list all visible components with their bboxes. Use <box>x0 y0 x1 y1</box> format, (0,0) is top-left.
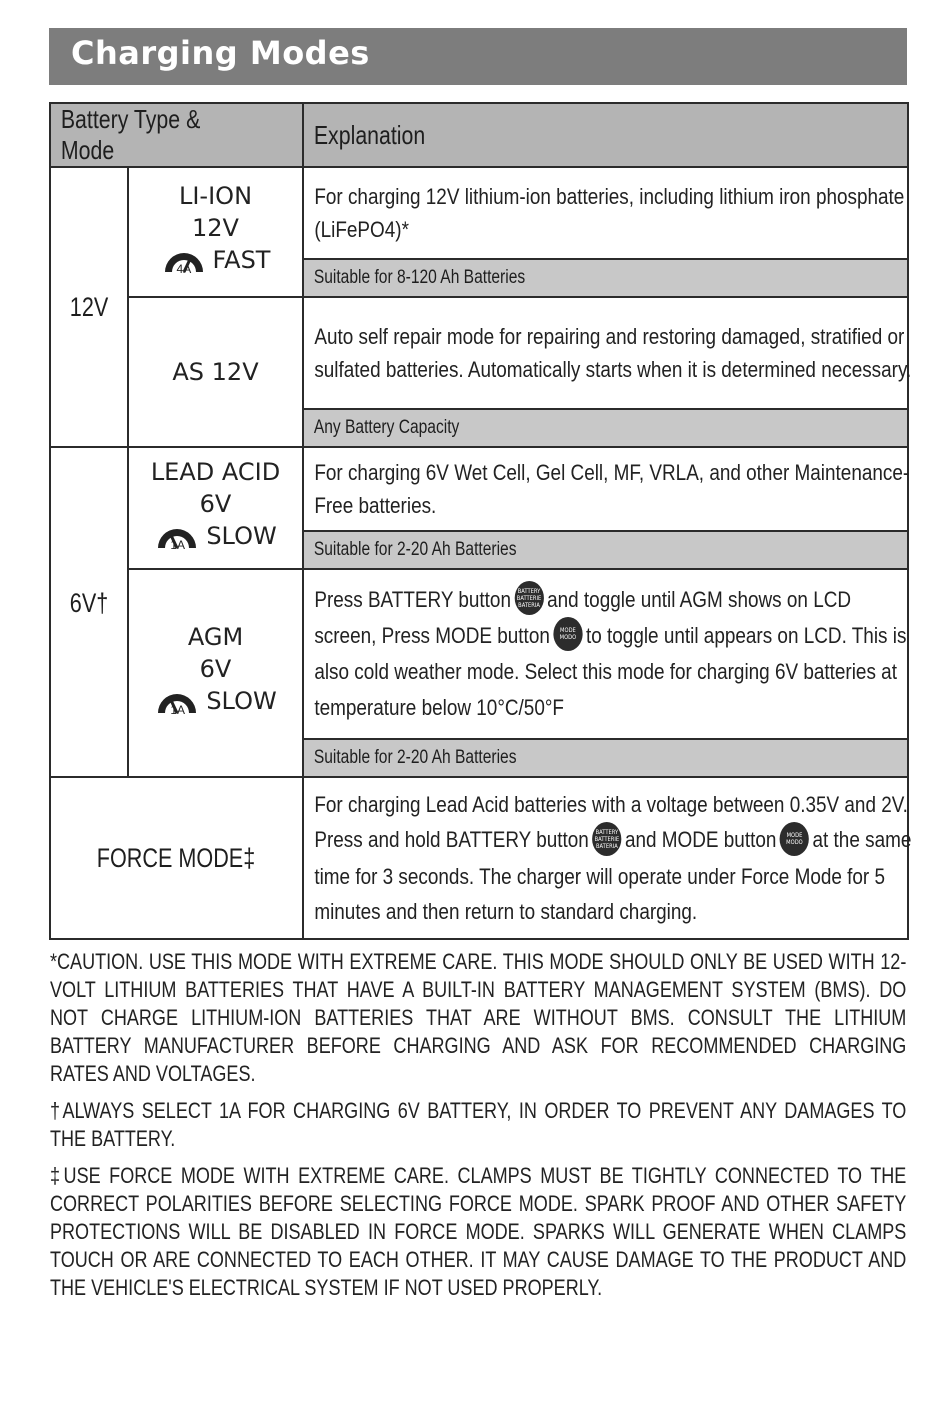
gauge-icon: 1A <box>154 687 200 717</box>
section-title: Charging Modes <box>71 34 370 72</box>
mode-cell-agm: AGM 6V 1A SLOW <box>128 569 303 777</box>
force-mode-cell: FORCE MODE‡ <box>50 777 303 939</box>
mode-cell-lead-acid: LEAD ACID 6V 1A SLOW <box>128 447 303 569</box>
mode-button-icon: MODE MODO <box>780 822 809 856</box>
table-row <box>50 447 908 531</box>
explanation-li-ion: For charging 12V lithium-ion batteries, including lithium iron phosphate (LiFePO4)* <box>303 167 908 259</box>
speed-indicator: 4A FAST <box>161 244 271 276</box>
speed-indicator: 1A SLOW <box>154 685 276 717</box>
mode-button-icon: MODE MODO <box>553 617 582 651</box>
table-header-row <box>50 103 908 167</box>
capacity-li-ion: Suitable for 8-120 Ah Batteries <box>303 259 908 297</box>
table-row <box>50 297 908 409</box>
footnotes <box>50 948 906 1311</box>
mode-cell-li-ion: LI-ION 12V 4A FAST <box>128 167 303 297</box>
voltage-cell-12v: 12V <box>50 167 128 447</box>
mode-cell-as-12v: AS 12V <box>128 297 303 447</box>
charging-modes-table <box>49 102 912 940</box>
header-battery-type: Battery Type & Mode <box>50 103 303 167</box>
explanation-lead-acid: For charging 6V Wet Cell, Gel Cell, MF, VRLA, and other Maintenance-Free batteries. <box>303 447 908 531</box>
table-row <box>50 167 908 259</box>
capacity-agm: Suitable for 2-20 Ah Batteries <box>303 739 908 777</box>
section-title-bar <box>49 28 907 85</box>
double-dagger-note: ‡USE FORCE MODE WITH EXTREME CARE. CLAMPS MUST BE TIGHTLY CONNECTED TO THE CORRECT POLARITIES BEFORE SELECTING FORCE MODE. SPARK PROOF AND OTHER SAFETY PROTECTIONS WILL BE DISABLED IN FORCE MODE. SPARKS WILL GENERATE WHEN CLAMPS TOUCH OR ARE CONNECTED TO EACH OTHER. IT MAY CAUSE DAMAGE TO THE PRODUCT AND THE VEHICLE'S ELECTRICAL SYSTEM IF NOT USED PROPERLY. <box>50 1163 907 1300</box>
capacity-as-12v: Any Battery Capacity <box>303 409 908 447</box>
table-row <box>50 569 908 739</box>
dagger-note: †ALWAYS SELECT 1A FOR CHARGING 6V BATTERY, IN ORDER TO PREVENT ANY DAMAGES TO THE BATTERY. <box>50 1098 907 1151</box>
header-explanation: Explanation <box>303 103 908 167</box>
gauge-icon: 1A <box>154 522 200 552</box>
capacity-lead-acid: Suitable for 2-20 Ah Batteries <box>303 531 908 569</box>
explanation-agm: Press BATTERY button BATTERY BATTERIE BATERIA and toggle until AGM shows on LCD screen, Press MODE button MODE MODO to toggle until appears on LCD. This is also cold weather mode. Select this mode for charging 6V batteries at temperature below 10°C/50°F <box>303 569 908 739</box>
gauge-icon: 4A <box>161 246 207 276</box>
explanation-force-mode: For charging Lead Acid batteries with a voltage between 0.35V and 2V. Press and hold BATTERY button BATTERY BATTERIE BATERIA and MODE button MODE MODO at the same time for 3 seconds. The charger will operate under Force Mode for 5 minutes and then return to standard charging. <box>303 777 908 939</box>
voltage-cell-6v: 6V† <box>50 447 128 777</box>
battery-button-icon: BATTERY BATTERIE BATERIA <box>514 581 543 615</box>
speed-indicator: 1A SLOW <box>154 520 276 552</box>
caution-note: *CAUTION. USE THIS MODE WITH EXTREME CARE. THIS MODE SHOULD ONLY BE USED WITH 12-VOLT LITHIUM BATTERIES THAT HAVE A BUILT-IN BATTERY MANAGEMENT SYSTEM (BMS). DO NOT CHARGE LITHIUM-ION BATTERIES THAT ARE WITHOUT BMS. CONSULT THE LITHIUM BATTERY MANUFACTURER BEFORE CHARGING AND ASK FOR RECOMMENDED CHARGING RATES AND VOLTAGES. <box>50 949 907 1086</box>
explanation-as-12v: Auto self repair mode for repairing and restoring damaged, stratified or sulfated batteries. Automatically starts when it is determined necessary. <box>303 297 908 409</box>
table-row <box>50 777 908 939</box>
battery-button-icon: BATTERY BATTERIE BATERIA <box>592 822 621 856</box>
